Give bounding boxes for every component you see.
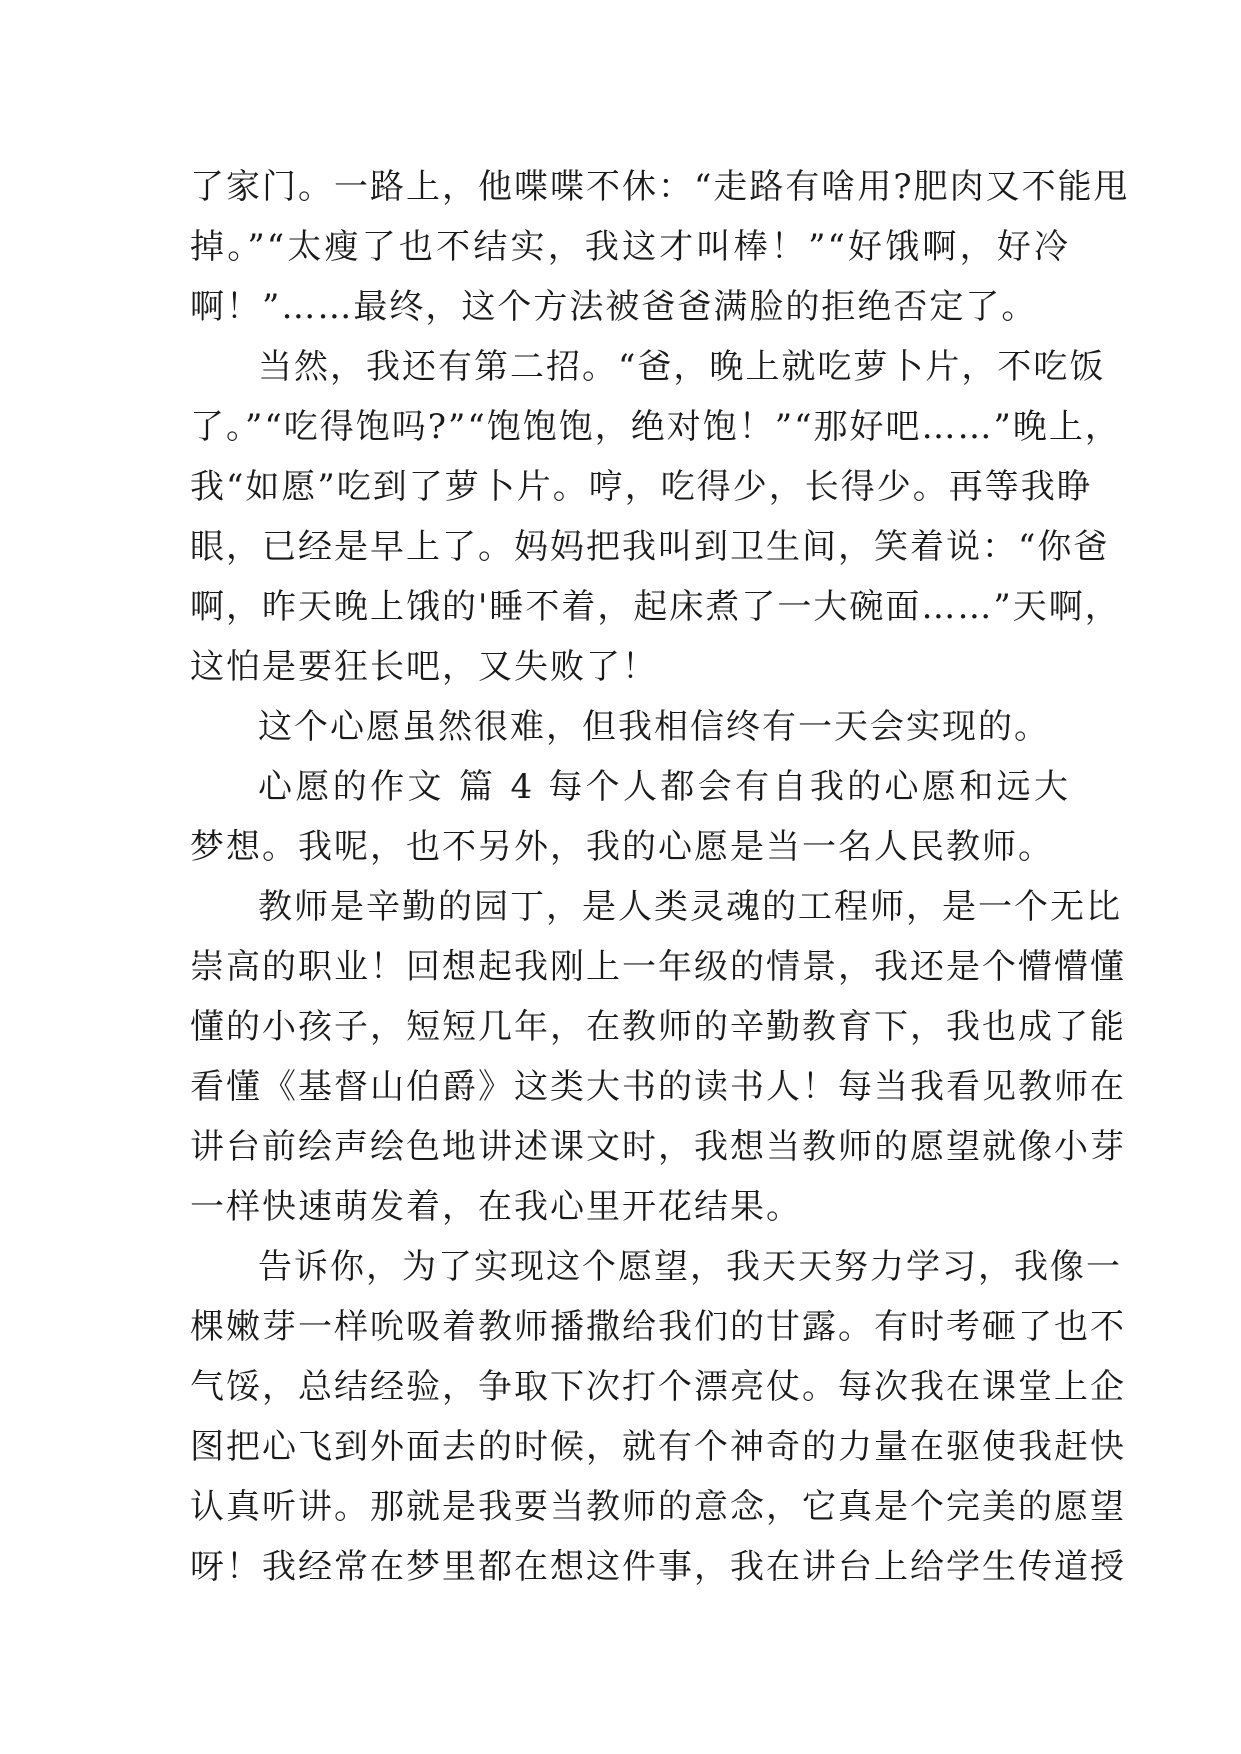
text-line: 梦想。我呢，也不另外，我的心愿是当一名人民教师。 — [190, 827, 1054, 867]
text-line: 啊！”……最终，这个方法被爸爸满脸的拒绝否定了。 — [190, 287, 1038, 327]
text-line: 我“如愿”吃到了萝卜片。哼，吃得少，长得少。再等我睁 — [190, 467, 1093, 507]
text-line: 气馁，总结经验，争取下次打个漂亮仗。每次我在课堂上企 — [190, 1367, 1126, 1407]
text-line: 眼，已经是早上了。妈妈把我叫到卫生间，笑着说：“你爸 — [190, 527, 1110, 567]
text-line: 教师是辛勤的园丁，是人类灵魂的工程师，是一个无比 — [258, 887, 1122, 927]
text-line: 看懂《基督山伯爵》这类大书的读书人！每当我看见教师在 — [190, 1067, 1126, 1107]
text-line: 当然，我还有第二招。“爸，晚上就吃萝卜片，不吃饭 — [258, 347, 1106, 387]
text-line: 告诉你，为了实现这个愿望，我天天努力学习，我像一 — [258, 1247, 1122, 1287]
text-line: 啊，昨天晚上饿的'睡不着，起床煮了一大碗面……”天啊， — [190, 587, 1121, 627]
text-line: 懂的小孩子，短短几年，在教师的辛勤教育下，我也成了能 — [190, 1007, 1126, 1047]
text-line: 了家门。一路上，他喋喋不休：“走路有啥用?肥肉又不能甩 — [190, 167, 1130, 207]
text-line: 图把心飞到外面去的时候，就有个神奇的力量在驱使我赶快 — [190, 1427, 1126, 1467]
text-line: 心愿的作文 篇 4 每个人都会有自我的心愿和远大 — [258, 767, 1070, 807]
text-line: 棵嫩芽一样吮吸着教师播撒给我们的甘露。有时考砸了也不 — [190, 1307, 1126, 1347]
text-line: 呀！我经常在梦里都在想这件事，我在讲台上给学生传道授 — [190, 1547, 1126, 1587]
text-line: 掉。”“太瘦了也不结实，我这才叫棒！”“好饿啊，好冷 — [190, 227, 1070, 267]
text-line: 崇高的职业！回想起我刚上一年级的情景，我还是个懵懵懂 — [190, 947, 1126, 987]
text-line: 这个心愿虽然很难，但我相信终有一天会实现的。 — [258, 707, 1050, 747]
essay-body — [190, 157, 1130, 1597]
text-line: 讲台前绘声绘色地讲述课文时，我想当教师的愿望就像小芽 — [190, 1127, 1126, 1167]
text-line: 认真听讲。那就是我要当教师的意念，它真是个完美的愿望 — [190, 1487, 1126, 1527]
text-line: 这怕是要狂长吧，又失败了！ — [190, 647, 658, 687]
text-line: 了。”“吃得饱吗?”“饱饱饱，绝对饱！”“那好吧……”晚上， — [190, 407, 1121, 447]
text-line: 一样快速萌发着，在我心里开花结果。 — [190, 1187, 802, 1227]
